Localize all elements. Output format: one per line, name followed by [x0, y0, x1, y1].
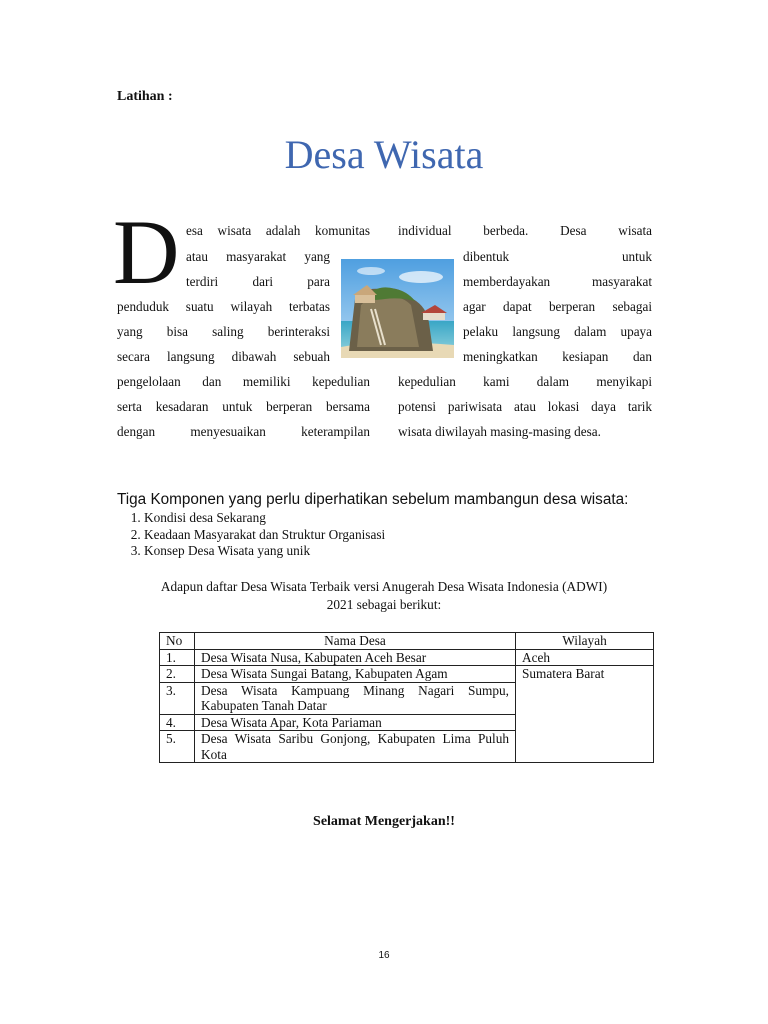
row-nama: Desa Wisata Nusa, Kabupaten Aceh Besar — [195, 649, 516, 666]
right-line-9: wisata diwilayah masing-masing desa. — [398, 424, 601, 439]
row-nama: Desa Wisata Apar, Kota Pariaman — [195, 714, 516, 731]
page-title: Desa Wisata — [284, 132, 484, 177]
right-line-8: potensi pariwisata atau lokasi daya tarik — [398, 399, 652, 414]
row-no: 3. — [160, 682, 195, 714]
left-line-8: serta kesadaran untuk berperan bersama — [117, 399, 370, 414]
table-row — [160, 649, 654, 666]
closing-text: Selamat Mengerjakan!! — [313, 814, 455, 829]
list-item: 3. Konsep Desa Wisata yang unik — [144, 543, 385, 560]
list-item: 1. Kondisi desa Sekarang — [144, 510, 385, 527]
row-no: 4. — [160, 714, 195, 731]
right-line-4: agar dapat berperan sebagai — [463, 299, 652, 314]
left-line-5: yang bisa saling berinteraksi — [117, 324, 330, 339]
left-line-2: atau masyarakat yang — [186, 249, 330, 264]
right-line-7: kepedulian kami dalam menyikapi — [398, 374, 652, 389]
table-row — [160, 666, 654, 683]
col-header-nama: Nama Desa — [195, 633, 516, 650]
photo-illustration — [341, 259, 454, 358]
row-nama: Desa Wisata Sungai Batang, Kabupaten Agam — [195, 666, 516, 683]
table-header-row — [160, 633, 654, 650]
list-item: 2. Keadaan Masyarakat dan Struktur Organisasi — [144, 527, 385, 544]
left-line-1: esa wisata adalah komunitas — [186, 223, 370, 238]
right-line-1: individual berbeda. Desa wisata — [398, 223, 652, 238]
row-wilayah: Sumatera Barat — [516, 666, 654, 763]
col-header-wilayah: Wilayah — [516, 633, 654, 650]
col-header-no: No — [160, 633, 195, 650]
row-no: 5. — [160, 731, 195, 763]
left-line-3: terdiri dari para — [186, 274, 330, 289]
row-nama: Desa Wisata Kampuang Minang Nagari Sumpu, Kabupaten Tanah Datar — [195, 682, 516, 714]
row-no: 2. — [160, 666, 195, 683]
right-line-5: pelaku langsung dalam upaya — [463, 324, 652, 339]
row-nama: Desa Wisata Saribu Gonjong, Kabupaten Lima Puluh Kota — [195, 731, 516, 763]
left-line-4: penduduk suatu wilayah terbatas — [117, 299, 330, 314]
intro-line-2: 2021 sebagai berikut: — [326, 597, 442, 612]
right-line-3: memberdayakan masyarakat — [463, 274, 652, 289]
drop-cap: D — [113, 201, 180, 303]
page-number: 16 — [378, 950, 390, 961]
left-line-7: pengelolaan dan memiliki kepedulian — [117, 374, 370, 389]
right-line-6: meningkatkan kesiapan dan — [463, 349, 652, 364]
left-line-6: secara langsung dibawah sebuah — [117, 349, 330, 364]
desa-table — [159, 632, 654, 763]
desa-wisata-photo — [341, 259, 454, 358]
right-line-2: dibentuk untuk — [463, 249, 652, 264]
latihan-label: Latihan : — [117, 89, 173, 104]
left-line-9: dengan menyesuaikan keterampilan — [117, 424, 370, 439]
row-wilayah: Aceh — [516, 649, 654, 666]
row-no: 1. — [160, 649, 195, 666]
intro-line-1: Adapun daftar Desa Wisata Terbaik versi Anugerah Desa Wisata Indonesia (ADWI) — [160, 579, 608, 594]
section-heading: Tiga Komponen yang perlu diperhatikan sebelum mambangun desa wisata: — [117, 491, 629, 508]
komponen-list — [118, 510, 385, 560]
